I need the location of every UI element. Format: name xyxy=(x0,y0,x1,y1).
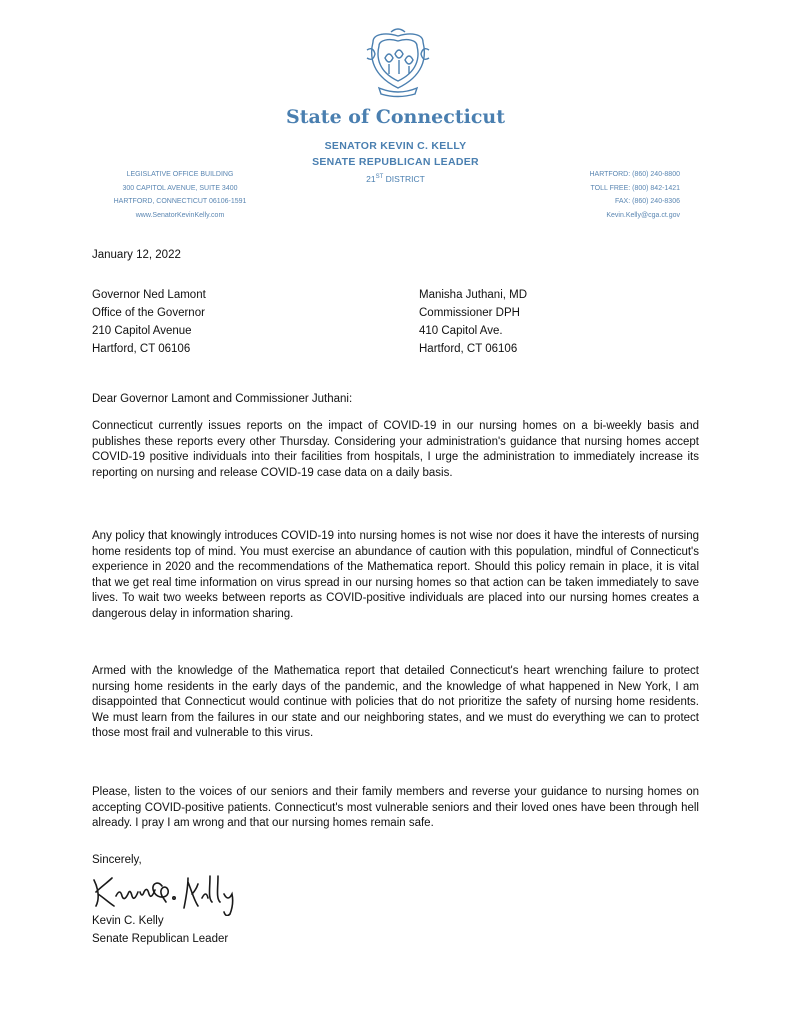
recipient-line: Commissioner DPH xyxy=(419,307,520,319)
handwritten-signature xyxy=(88,868,288,916)
salutation: Dear Governor Lamont and Commissioner Juthani: xyxy=(92,393,353,405)
district-label: 21ST DISTRICT xyxy=(366,174,425,184)
paragraph-3: Armed with the knowledge of the Mathematica report that detailed Connecticut's heart wrenching failure to protect nursing home residents in the early days of the pandemic, and the knowledge of what happened in New York, I am disappointed that Connecticut would continue with policies that do not prioritize the safety of nursing home residents. We must learn from the failures in our state and our neighboring states, and we must do everything we can to protect those most frail and vulnerable to this virus. xyxy=(92,665,699,740)
signer-name: Kevin C. Kelly xyxy=(92,915,164,927)
leader-title: SENATE REPUBLICAN LEADER xyxy=(312,156,479,168)
recipient-line: 410 Capitol Ave. xyxy=(419,325,503,337)
recipient-line: Manisha Juthani, MD xyxy=(419,289,528,301)
fax-number: FAX: (860) 240-8306 xyxy=(615,198,680,205)
address-line: HARTFORD, CONNECTICUT 06106-1591 xyxy=(113,198,247,205)
office-address xyxy=(100,168,260,222)
paragraph-1: Connecticut currently issues reports on the impact of COVID-19 in our nursing homes on a bi-weekly basis and publishes these reports every other Thursday. Considering your administration's guidance that nursing homes accept COVID-19 positive individuals into their facilities from hospitals, I urge the administration to immediately increase its reporting on nursing and release COVID-19 case data on a daily basis. xyxy=(92,420,699,479)
state-title: State of Connecticut xyxy=(286,106,505,128)
recipient-governor xyxy=(92,286,206,358)
hartford-phone: HARTFORD: (860) 240-8800 xyxy=(589,171,680,178)
address-line: LEGISLATIVE OFFICE BUILDING xyxy=(126,171,234,178)
recipient-line: Hartford, CT 06106 xyxy=(92,343,191,355)
recipient-line: Governor Ned Lamont xyxy=(92,289,206,301)
recipient-line: Office of the Governor xyxy=(92,307,205,319)
signer-block xyxy=(92,912,228,948)
address-line: 300 CAPITOL AVENUE, SUITE 3400 xyxy=(122,184,238,192)
recipient-commissioner xyxy=(419,286,527,358)
email-link[interactable]: Kevin.Kelly@cga.ct.gov xyxy=(606,211,680,219)
state-seal-icon xyxy=(365,28,431,98)
toll-free-phone: TOLL FREE: (800) 842-1421 xyxy=(590,184,680,192)
senator-name: SENATOR KEVIN C. KELLY xyxy=(324,140,467,152)
signer-title: Senate Republican Leader xyxy=(92,933,229,945)
paragraph-4: Please, listen to the voices of our seniors and their family members and reverse your guidance to nursing homes on accepting COVID-positive patients. Connecticut's most vulnerable seniors and their loved ones have been through hell already. I pray I am wrong and that our nursing homes remain safe. xyxy=(92,786,699,830)
letter-date: January 12, 2022 xyxy=(92,249,181,261)
closing: Sincerely, xyxy=(92,854,142,866)
recipient-line: 210 Capitol Avenue xyxy=(92,325,192,337)
paragraph-2: Any policy that knowingly introduces COVID-19 into nursing homes is not wise nor does it have the interests of nursing home residents top of mind. You must exercise an abundance of caution with this population, mindful of Connecticut's experience in 2020 and the recommendations of the Mathematica report. Should this policy remain in place, it is vital that we get real time information on virus spread in our nursing homes so that action can be taken immediately to save lives. To wait two weeks between reports as COVID-positive individuals are placed into our nursing homes creates a dangerous delay in information sharing. xyxy=(92,530,699,620)
contact-info xyxy=(530,168,680,222)
website-link[interactable]: www.SenatorKevinKelly.com xyxy=(135,211,225,219)
recipient-line: Hartford, CT 06106 xyxy=(419,343,518,355)
